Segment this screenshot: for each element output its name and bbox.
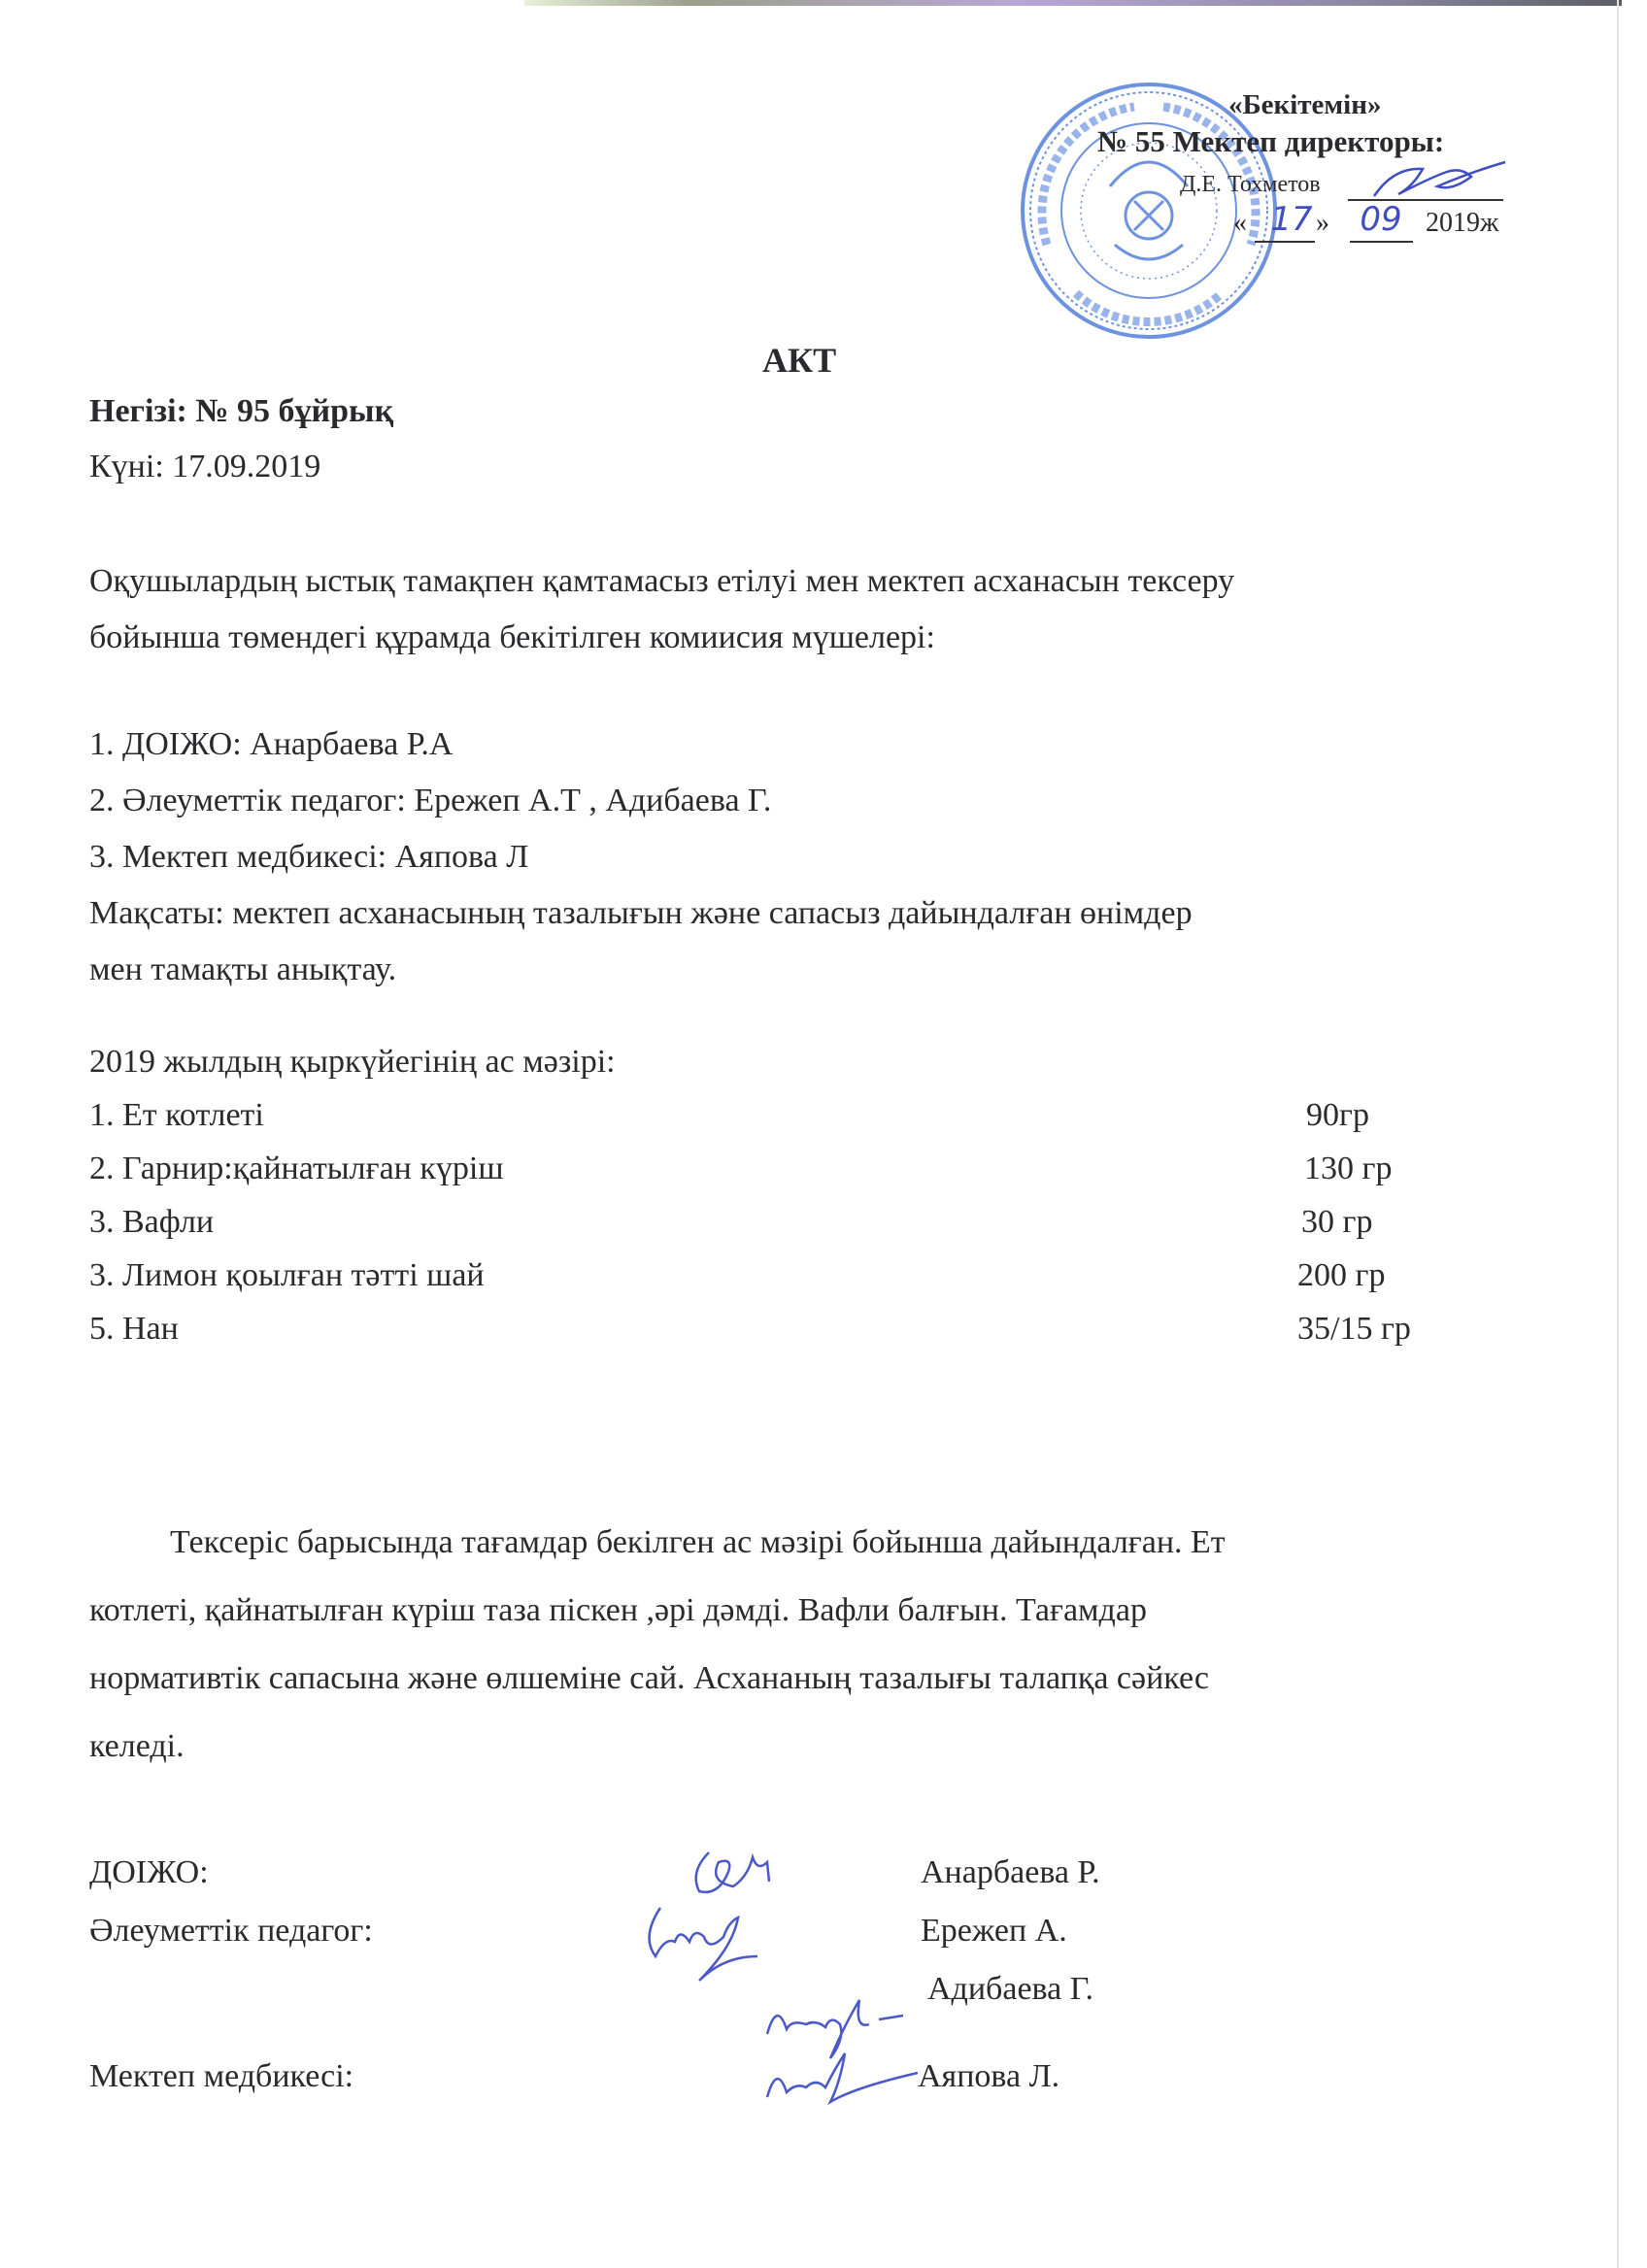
approval-date-year: 2019ж	[1426, 208, 1499, 238]
signature-name: Анарбаева Р.	[921, 1854, 1100, 1890]
signature-name: Аяпова Л.	[918, 2058, 1060, 2094]
approval-date-day-line	[1255, 241, 1315, 243]
conclusion-line: Тексеріс барысында тағамдар бекілген ас мәзірі бойынша дайындалған. Ет	[170, 1524, 1226, 1560]
commission-intro-line: Оқушылардың ыстық тамақпен қамтамасыз етілуі мен мектеп асханасын тексеру	[89, 563, 1235, 599]
scan-edge-top	[524, 0, 1622, 6]
approval-director-label: № 55 Мектеп директоры:	[1097, 124, 1445, 158]
menu-item-weight: 30 гр	[1301, 1204, 1373, 1240]
menu-item-name: 3. Вафли	[89, 1204, 215, 1240]
director-signature	[1355, 157, 1510, 206]
menu-item-weight: 130 гр	[1304, 1151, 1393, 1186]
approval-date-open-quote: «	[1233, 208, 1247, 238]
signature-name: Адибаева Г.	[927, 1971, 1094, 2007]
scan-edge-right	[1617, 0, 1619, 2268]
stamp-emblem-rays	[1110, 162, 1188, 259]
signature-ayapova	[738, 2044, 923, 2112]
commission-member: 1. ДОІЖО: Анарбаева Р.А	[89, 726, 454, 762]
commission-member: 3. Мектеп медбикесі: Аяпова Л	[89, 839, 529, 875]
purpose-line: Мақсаты: мектеп асханасының тазалығын және сапасыз дайындалған өнімдер	[89, 895, 1193, 931]
menu-item-name: 5. Нан	[89, 1311, 179, 1347]
menu-item-name: 3. Лимон қоылған тәтті шай	[89, 1257, 485, 1293]
document-date: Күні: 17.09.2019	[89, 449, 321, 484]
purpose-line: мен тамақты анықтау.	[89, 951, 397, 987]
conclusion-line: котлеті, қайнатылған күріш таза піскен ,әрі дәмді. Вафли балғын. Тағамдар	[89, 1592, 1147, 1628]
document-title: АКТ	[762, 341, 837, 380]
menu-item-name: 2. Гарнир:қайнатылған күріш	[89, 1151, 504, 1186]
menu-title: 2019 жылдың қыркүйегінің ас мәзірі:	[89, 1044, 616, 1080]
commission-member: 2. Әлеуметтік педагог: Ережеп А.Т , Адибаева Г.	[89, 783, 772, 818]
approval-title: «Бекітемін»	[1228, 89, 1382, 120]
signature-name: Ережеп А.	[921, 1913, 1067, 1949]
conclusion-line: келеді.	[89, 1728, 185, 1764]
document-basis: Негізі: № 95 бұйрық	[89, 393, 394, 429]
menu-item-name: 1. Ет котлеті	[89, 1097, 264, 1133]
commission-intro-line: бойынша төмендегі құрамда бекітілген комиисия мүшелері:	[89, 619, 935, 655]
approval-director-name: Д.Е. Тохметов	[1180, 172, 1321, 197]
menu-item-weight: 200 гр	[1297, 1257, 1386, 1293]
signature-role: ДОІЖО:	[89, 1854, 209, 1890]
menu-item-weight: 90гр	[1306, 1097, 1369, 1133]
signature-role: Мектеп медбикесі:	[89, 2058, 354, 2094]
menu-item-weight: 35/15 гр	[1297, 1311, 1411, 1347]
approval-date-month: 09	[1360, 200, 1402, 239]
conclusion-line: нормативтік сапасына және өлшеміне сай. Асхананың тазалығы талапқа сәйкес	[89, 1660, 1210, 1696]
approval-date-close-quote: »	[1316, 208, 1329, 238]
signature-role: Әлеуметтік педагог:	[89, 1913, 373, 1949]
signature-anarbaeva	[680, 1843, 787, 1901]
stamp-emblem-cross	[1134, 201, 1163, 230]
approval-date-day: 17	[1270, 200, 1313, 239]
approval-date-month-line	[1350, 241, 1413, 243]
